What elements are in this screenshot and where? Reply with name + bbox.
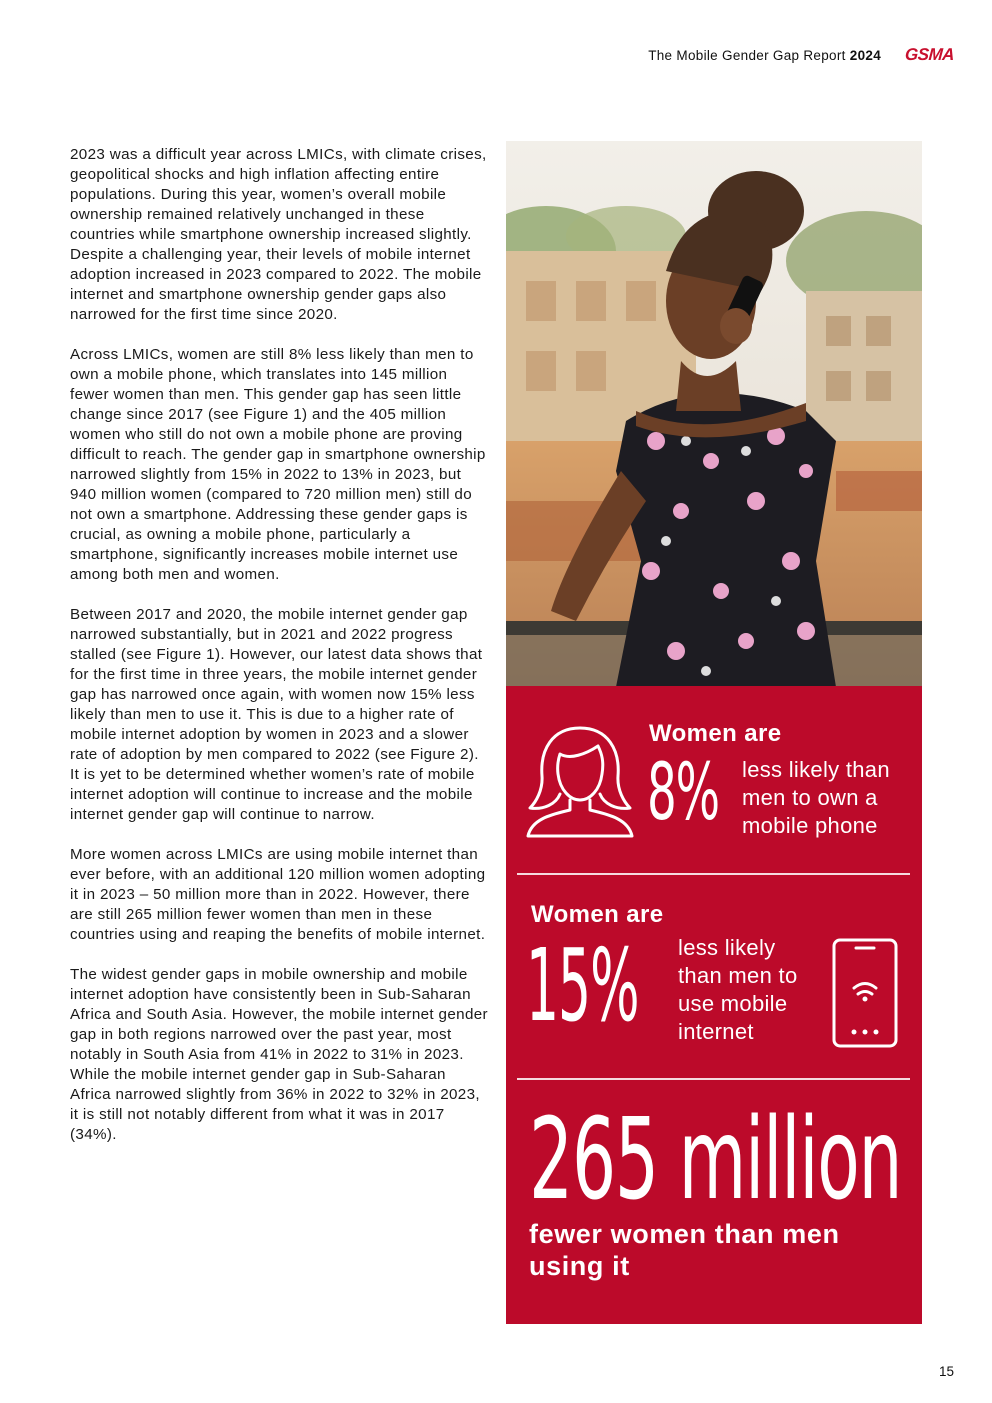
stat2-desc-line: less likely (678, 935, 776, 960)
woman-icon (524, 724, 636, 838)
paragraph-3: Between 2017 and 2020, the mobile internet gender gap narrowed substantially, but in 2021 and 2022 progress stalled (see Figure 1). However, our latest data shows that for the first time in three years, the mobile internet gender gap has narrowed once again, with women now 15% less likely than men to use it. This is due to a higher rate of mobile internet adoption by women in 2023 and a slower rate of adoption by men compared to 2022 (see Figure 2). It is yet to be determined whether women’s rate of mobile internet adoption will continue to increase and the mobile internet gender gap will continue to narrow. (70, 606, 483, 823)
page-header (648, 44, 954, 66)
report-year: 2024 (849, 47, 881, 63)
stat2-desc-line: use mobile (678, 991, 788, 1016)
stat2-description (678, 934, 798, 1046)
paragraph-4: More women across LMICs are using mobile internet than ever before, with an additional 120 million women adopting it in 2023 – 50 million more than in 2022. However, there are still 265 million fewer women than men in these countries using and reaping the benefits of mobile internet. (70, 846, 486, 943)
smartphone-wifi-icon (832, 938, 898, 1048)
stat3-description: fewer women than men using it (529, 1219, 840, 1281)
stat2-heading: Women are (531, 901, 664, 928)
stats-panel (506, 686, 922, 1324)
paragraph-5: The widest gender gaps in mobile ownership and mobile internet adoption have consistently been in Sub-Saharan Africa and South Asia. However, the mobile internet gender gap in both regions narrowed over the past year, most notably in South Asia from 41% in 2022 to 31% in 2023. While the mobile internet gender gap in Sub-Saharan Africa narrowed slightly from 36% in 2022 to 32% in 2023, it is still not notably different from what it was in 2017 (34%). (70, 966, 488, 1143)
stats-divider (517, 1078, 910, 1080)
page-number: 15 (938, 1364, 954, 1379)
stat3-value: 265 million (529, 1095, 902, 1225)
stat1-desc-line: mobile phone (742, 813, 878, 838)
paragraph-2: Across LMICs, women are still 8% less likely than men to own a mobile phone, which translates into 145 million fewer women than men. This gender gap has seen little change since 2017 (see Figure 1) and the 405 million women who still do not own a mobile phone are proving difficult to reach. The gender gap in smartphone ownership narrowed slightly from 15% in 2022 to 13% in 2023, but 940 million women (compared to 720 million men) still do not own a smartphone. Addressing these gender gaps is crucial, as owning a mobile phone, particularly a smartphone, significantly increases mobile internet use among both men and women. (70, 346, 486, 583)
stat2-desc-line: internet (678, 1019, 754, 1044)
stat1-desc-line: less likely than (742, 757, 890, 782)
woman-on-phone-photo (506, 141, 922, 687)
stats-divider (517, 873, 910, 875)
stat1-description (742, 756, 890, 840)
stat2-value: 15% (526, 927, 639, 1044)
report-title (648, 48, 881, 63)
photo-illustration (506, 141, 922, 687)
body-text (70, 145, 490, 1165)
report-title-text: The Mobile Gender Gap Report (648, 47, 846, 63)
stat1-heading: Women are (649, 720, 782, 747)
stat1-desc-line: men to own a (742, 785, 878, 810)
gsma-logo: GSMA (904, 45, 955, 64)
stat1-value: 8% (647, 748, 719, 838)
stat2-desc-line: than men to (678, 963, 798, 988)
paragraph-1: 2023 was a difficult year across LMICs, with climate crises, geopolitical shocks and high inflation affecting entire populations. During this year, women’s overall mobile ownership remained relatively unchanged in these countries while smartphone ownership increased slightly. Despite a challenging year, their levels of mobile internet adoption increased in 2023 compared to 2022. The mobile internet and smartphone ownership gender gaps also narrowed for the first time since 2020. (70, 146, 487, 323)
